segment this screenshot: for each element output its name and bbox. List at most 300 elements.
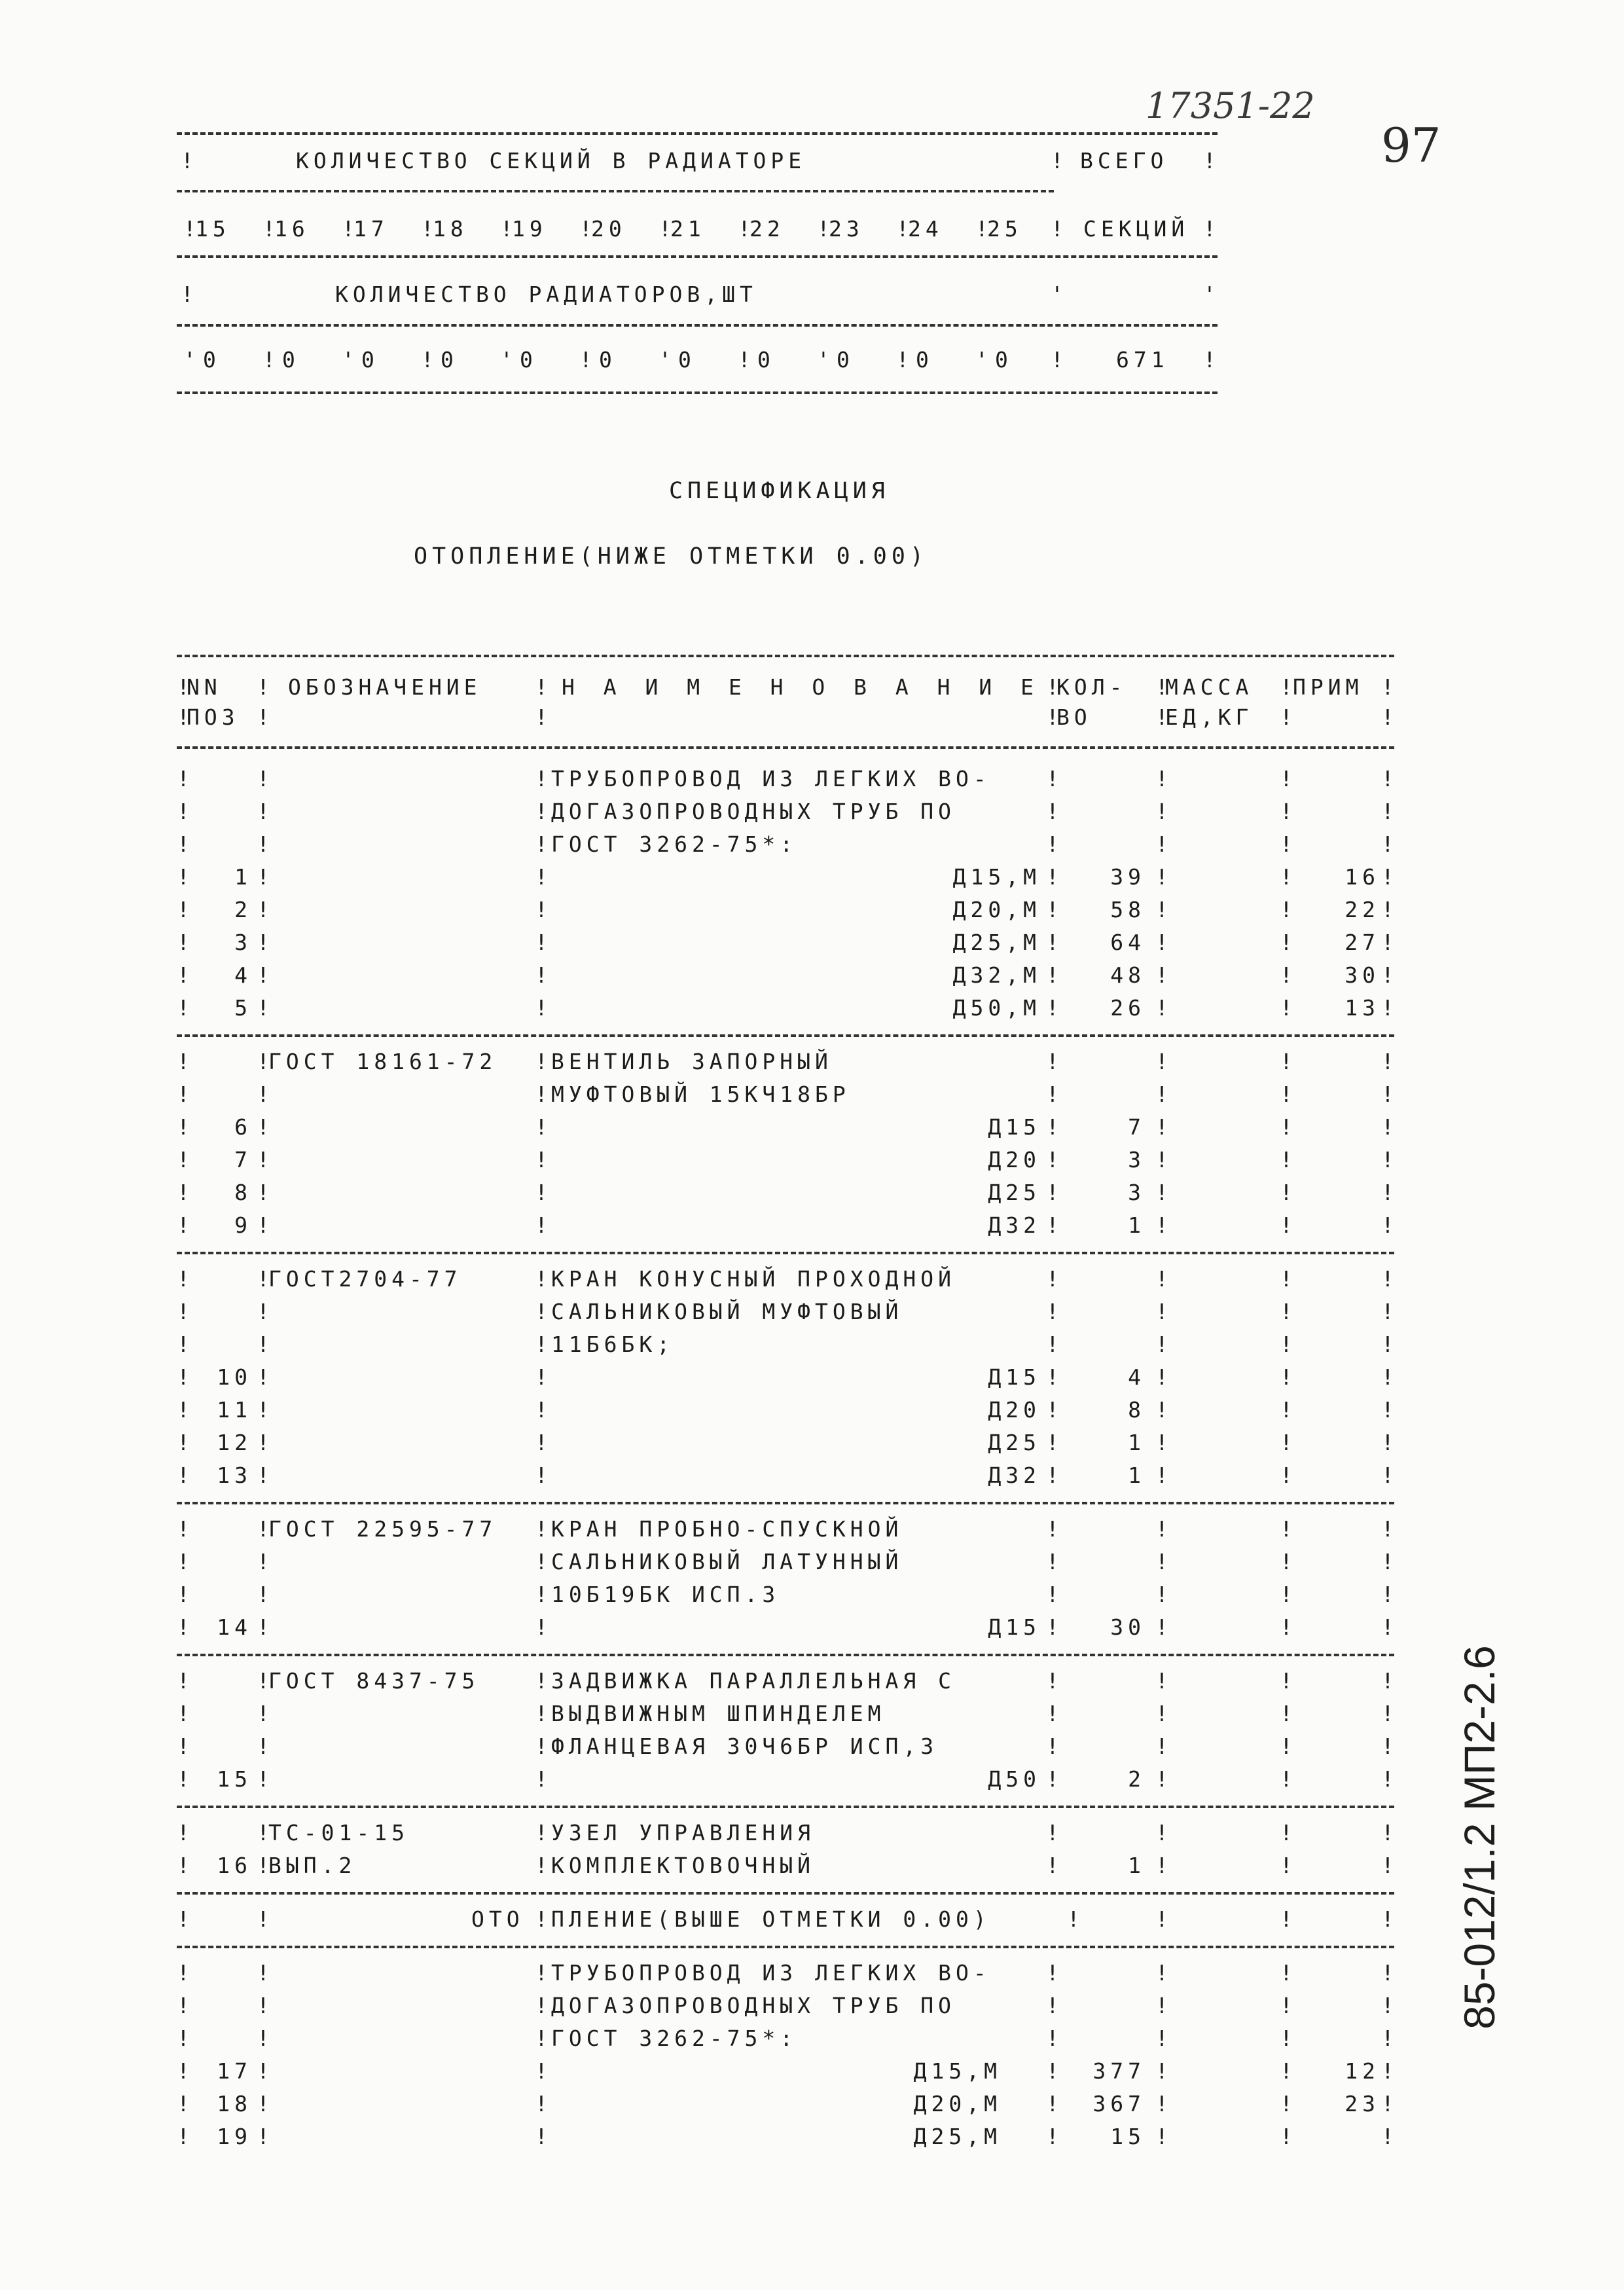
column-separator: ! xyxy=(535,897,548,922)
column-separator: ! xyxy=(535,2026,548,2051)
column-separator: ! xyxy=(1155,1364,1168,1390)
item-name-line: ЗАДВИЖКА ПАРАЛЛЕЛЬНАЯ С xyxy=(551,1668,956,1694)
section-count-label: 15 xyxy=(195,216,230,242)
row-divider xyxy=(177,1654,1394,1656)
column-separator: ! xyxy=(177,1081,190,1107)
column-separator: ! xyxy=(535,1212,548,1238)
column-separator: ! xyxy=(1381,930,1394,955)
column-separator: ! xyxy=(1155,2026,1168,2051)
radiator-count-header: КОЛИЧЕСТВО РАДИАТОРОВ,ШТ xyxy=(335,282,757,307)
column-separator: ! xyxy=(1280,1668,1293,1694)
position-number: 4 xyxy=(234,962,252,988)
column-separator: ' xyxy=(183,347,196,373)
item-designation: ГОСТ 8437-75 xyxy=(268,1668,480,1694)
column-separator: ! xyxy=(257,1701,270,1726)
item-name-line: САЛЬНИКОВЫЙ МУФТОВЫЙ xyxy=(551,1299,903,1324)
col-name-header: Н А И М Е Н О В А Н И Е xyxy=(562,674,1041,700)
column-separator: ! xyxy=(535,2091,548,2117)
radiator-count-value: 0 xyxy=(282,347,300,373)
item-quantity: 8 xyxy=(1128,1397,1146,1423)
column-separator: ! xyxy=(1280,962,1293,988)
column-separator: ! xyxy=(1155,766,1168,791)
column-separator: ! xyxy=(257,1364,270,1390)
column-separator: ! xyxy=(177,1299,190,1324)
column-separator: ! xyxy=(177,1906,190,1932)
column-separator: ! xyxy=(1280,1081,1293,1107)
column-separator: ! xyxy=(1046,2124,1059,2149)
col-qty-header: КОЛ- xyxy=(1056,674,1127,700)
column-separator: ! xyxy=(1155,1049,1168,1074)
item-quantity: 58 xyxy=(1110,897,1146,922)
item-name-line: ДОГАЗОПРОВОДНЫХ ТРУБ ПО xyxy=(551,799,956,824)
item-size: Д15,М xyxy=(952,864,1041,890)
column-separator: ! xyxy=(535,1081,548,1107)
position-number: 10 xyxy=(217,1364,252,1390)
position-number: 16 xyxy=(217,1853,252,1878)
column-separator: ! xyxy=(579,347,592,373)
column-separator: ! xyxy=(1155,962,1168,988)
column-separator: ! xyxy=(177,1397,190,1423)
column-separator: ! xyxy=(1155,864,1168,890)
radiator-count-value: 0 xyxy=(520,347,537,373)
item-name-line: САЛЬНИКОВЫЙ ЛАТУННЫЙ xyxy=(551,1549,903,1574)
column-separator: ! xyxy=(177,864,190,890)
column-separator: ! xyxy=(1381,1180,1394,1205)
position-number: 17 xyxy=(217,2058,252,2084)
item-note: 27 xyxy=(1344,930,1380,955)
column-separator: ! xyxy=(1381,1114,1394,1140)
section-count-label: 25 xyxy=(987,216,1022,242)
column-separator: ! xyxy=(1155,1820,1168,1845)
column-separator: ! xyxy=(421,216,434,242)
col-mass-header: МАССА xyxy=(1165,674,1254,700)
column-separator: ! xyxy=(177,799,190,824)
column-separator: ! xyxy=(1046,1212,1059,1238)
column-separator: ! xyxy=(1381,1147,1394,1172)
column-separator: ! xyxy=(257,1397,270,1423)
column-separator: ! xyxy=(1155,2091,1168,2117)
row-divider xyxy=(177,1946,1394,1948)
column-separator: ! xyxy=(1381,1549,1394,1574)
column-separator: ! xyxy=(177,1430,190,1455)
column-separator: ! xyxy=(177,766,190,791)
item-size: Д32 xyxy=(988,1212,1041,1238)
column-separator: ! xyxy=(535,1364,548,1390)
column-separator: ! xyxy=(1155,1960,1168,1986)
column-separator: ! xyxy=(257,1582,270,1607)
position-number: 12 xyxy=(217,1430,252,1455)
column-separator: ! xyxy=(535,1853,548,1878)
column-separator: ! xyxy=(257,962,270,988)
column-separator: ! xyxy=(177,1516,190,1542)
radiator-count-value: 0 xyxy=(678,347,696,373)
column-separator: ! xyxy=(1280,897,1293,922)
column-separator: ! xyxy=(1381,799,1394,824)
position-number: 2 xyxy=(234,897,252,922)
column-separator: ! xyxy=(1280,1766,1293,1792)
column-separator: ! xyxy=(1046,962,1059,988)
item-name-line: МУФТОВЫЙ 15КЧ18БР xyxy=(551,1081,850,1107)
column-separator: ! xyxy=(177,2124,190,2149)
column-separator: ! xyxy=(1381,1397,1394,1423)
row-divider xyxy=(177,1502,1394,1504)
section-count-label: 18 xyxy=(433,216,468,242)
column-separator: ! xyxy=(1381,1364,1394,1390)
column-separator: ! xyxy=(1280,1820,1293,1845)
item-quantity: 1 xyxy=(1128,1853,1146,1878)
column-separator: ! xyxy=(1155,1614,1168,1640)
column-separator: ! xyxy=(257,1299,270,1324)
column-separator: ! xyxy=(257,897,270,922)
position-number: 13 xyxy=(217,1463,252,1488)
column-separator: ! xyxy=(535,1397,548,1423)
column-separator: ! xyxy=(1046,1516,1059,1542)
position-number: 14 xyxy=(217,1614,252,1640)
column-separator: ! xyxy=(177,1582,190,1607)
column-separator: ' xyxy=(500,347,513,373)
column-separator: ! xyxy=(1155,897,1168,922)
item-name-line: ВЕНТИЛЬ ЗАПОРНЫЙ xyxy=(551,1049,833,1074)
column-separator: ! xyxy=(1155,1430,1168,1455)
column-separator: ! xyxy=(535,1614,548,1640)
column-separator: ! xyxy=(1155,831,1168,857)
column-separator: ! xyxy=(177,1668,190,1694)
column-separator: ! xyxy=(257,766,270,791)
col-qty-header-2: ВО xyxy=(1056,704,1092,730)
position-number: 19 xyxy=(217,2124,252,2149)
item-quantity: 3 xyxy=(1128,1147,1146,1172)
column-separator: ! xyxy=(257,1049,270,1074)
item-note: 13 xyxy=(1344,995,1380,1021)
column-separator: ! xyxy=(1155,930,1168,955)
col-mass-header-2: ЕД,КГ xyxy=(1165,704,1254,730)
item-quantity: 30 xyxy=(1110,1614,1146,1640)
column-separator: ! xyxy=(177,1147,190,1172)
column-separator: ! xyxy=(1280,1332,1293,1357)
section-count-label: 21 xyxy=(670,216,706,242)
column-separator: ! xyxy=(1280,1397,1293,1423)
section-count-label: 17 xyxy=(353,216,389,242)
column-separator: ! xyxy=(1381,1332,1394,1357)
column-separator: ! xyxy=(1155,1299,1168,1324)
item-quantity: 7 xyxy=(1128,1114,1146,1140)
item-size: Д32,М xyxy=(952,962,1041,988)
column-separator: ! xyxy=(257,1081,270,1107)
section-heading-part: ОТО xyxy=(471,1906,524,1932)
column-separator: ! xyxy=(1280,1960,1293,1986)
column-separator: ! xyxy=(535,1430,548,1455)
column-separator: ! xyxy=(177,1701,190,1726)
column-separator: ! xyxy=(1046,1820,1059,1845)
column-separator: ! xyxy=(177,2058,190,2084)
column-separator: ' xyxy=(659,347,672,373)
column-separator: ! xyxy=(1280,1906,1293,1932)
column-separator: ! xyxy=(1280,1582,1293,1607)
column-separator: ! xyxy=(1046,930,1059,955)
column-separator: ! xyxy=(177,1853,190,1878)
column-separator: ! xyxy=(257,799,270,824)
column-separator: ! xyxy=(257,2058,270,2084)
column-separator: ! xyxy=(535,1332,548,1357)
column-separator: ! xyxy=(1381,1463,1394,1488)
column-separator: ! xyxy=(1046,1147,1059,1172)
column-separator: ! xyxy=(1046,1114,1059,1140)
column-separator: ! xyxy=(1155,1993,1168,2018)
item-name-line: ДОГАЗОПРОВОДНЫХ ТРУБ ПО xyxy=(551,1993,956,2018)
column-separator: ! xyxy=(177,995,190,1021)
column-separator: ! xyxy=(535,1463,548,1488)
column-separator: ! xyxy=(1155,1549,1168,1574)
section-count-label: 23 xyxy=(829,216,864,242)
column-separator: ! xyxy=(1280,1549,1293,1574)
column-separator: ! xyxy=(500,216,513,242)
column-separator: ! xyxy=(177,1463,190,1488)
column-separator: ! xyxy=(535,1516,548,1542)
column-separator: ! xyxy=(1046,1397,1059,1423)
column-separator: ! xyxy=(1381,2058,1394,2084)
column-separator: ! xyxy=(177,1212,190,1238)
column-separator: ! xyxy=(535,1701,548,1726)
column-separator: ! xyxy=(1155,799,1168,824)
column-separator: ! xyxy=(535,1266,548,1292)
column-separator: ! xyxy=(1280,1701,1293,1726)
column-separator: ! xyxy=(1280,1853,1293,1878)
item-size: Д20,М xyxy=(913,2091,1001,2117)
item-name-line: КОМПЛЕКТОВОЧНЫЙ xyxy=(551,1853,816,1878)
item-size: Д25,М xyxy=(913,2124,1001,2149)
column-separator: ! xyxy=(1381,1049,1394,1074)
item-quantity: 26 xyxy=(1110,995,1146,1021)
column-separator: ! xyxy=(1046,1463,1059,1488)
row-divider xyxy=(177,1252,1394,1254)
column-separator: ! xyxy=(257,1516,270,1542)
column-separator: ! xyxy=(1381,2124,1394,2149)
item-name-line: 10Б19БК ИСП.3 xyxy=(551,1582,780,1607)
column-separator: ! xyxy=(535,766,548,791)
item-name-line: ВЫДВИЖНЫМ ШПИНДЕЛЕМ xyxy=(551,1701,886,1726)
item-note: 22 xyxy=(1344,897,1380,922)
column-separator: ! xyxy=(1381,962,1394,988)
item-quantity: 2 xyxy=(1128,1766,1146,1792)
column-separator: ! xyxy=(177,1332,190,1357)
column-separator: ' xyxy=(817,347,830,373)
column-separator: ! xyxy=(1046,2058,1059,2084)
item-designation: ГОСТ 18161-72 xyxy=(268,1049,497,1074)
column-separator: ! xyxy=(177,1266,190,1292)
item-quantity: 4 xyxy=(1128,1364,1146,1390)
column-separator: ! xyxy=(1155,1516,1168,1542)
column-separator: ! xyxy=(1381,1734,1394,1759)
column-separator: ! xyxy=(535,930,548,955)
item-quantity: 377 xyxy=(1092,2058,1146,2084)
item-quantity: 1 xyxy=(1128,1212,1146,1238)
column-separator: ! xyxy=(535,1993,548,2018)
section-count-label: 16 xyxy=(274,216,310,242)
column-separator: ! xyxy=(1155,1853,1168,1878)
column-separator: ! xyxy=(1046,1430,1059,1455)
item-name-line: УЗЕЛ УПРАВЛЕНИЯ xyxy=(551,1820,816,1845)
column-separator: ! xyxy=(421,347,434,373)
column-separator: ! xyxy=(1280,930,1293,955)
column-separator: ! xyxy=(177,831,190,857)
column-separator: ! xyxy=(177,1180,190,1205)
column-separator: ! xyxy=(257,1463,270,1488)
position-number: 9 xyxy=(234,1212,252,1238)
column-separator: ! xyxy=(1381,1993,1394,2018)
item-size: Д20 xyxy=(988,1147,1041,1172)
column-separator: ! xyxy=(1046,897,1059,922)
column-separator: ! xyxy=(1046,1549,1059,1574)
column-separator: ! xyxy=(579,216,592,242)
column-separator: ! xyxy=(1280,1114,1293,1140)
section-count-label: 19 xyxy=(512,216,547,242)
item-name-line: ГОСТ 3262-75*: xyxy=(551,831,798,857)
section-count-label: 24 xyxy=(908,216,943,242)
row-divider xyxy=(177,1892,1394,1895)
column-separator: ! xyxy=(535,1820,548,1845)
spec-subtitle: ОТОПЛЕНИЕ(НИЖЕ ОТМЕТКИ 0.00) xyxy=(414,543,929,570)
column-separator: ! xyxy=(1155,1701,1168,1726)
column-separator: ! xyxy=(1280,2124,1293,2149)
row-divider xyxy=(177,1034,1394,1037)
item-quantity: 1 xyxy=(1128,1430,1146,1455)
column-separator: ! xyxy=(1280,1266,1293,1292)
column-separator: ! xyxy=(257,864,270,890)
position-number: 6 xyxy=(234,1114,252,1140)
column-separator: ! xyxy=(1381,1668,1394,1694)
item-size: Д25,М xyxy=(952,930,1041,955)
column-separator: ! xyxy=(1280,995,1293,1021)
column-separator: ! xyxy=(257,1906,270,1932)
column-separator: ! xyxy=(1381,1766,1394,1792)
column-separator: ! xyxy=(1280,1299,1293,1324)
column-separator: ! xyxy=(257,1668,270,1694)
item-quantity: 367 xyxy=(1092,2091,1146,2117)
column-separator: ! xyxy=(1155,1266,1168,1292)
column-separator: ! xyxy=(535,799,548,824)
item-designation: ТС-01-15 xyxy=(268,1820,409,1845)
column-separator: ! xyxy=(177,2091,190,2117)
item-designation: ВЫП.2 xyxy=(268,1853,357,1878)
column-separator: ! xyxy=(177,1766,190,1792)
column-separator: ! xyxy=(1381,1614,1394,1640)
column-separator: ! xyxy=(1280,1430,1293,1455)
column-separator: ! xyxy=(1155,1582,1168,1607)
column-separator: ! xyxy=(1381,1960,1394,1986)
column-separator: ! xyxy=(817,216,830,242)
column-separator: ! xyxy=(1046,1266,1059,1292)
item-quantity: 1 xyxy=(1128,1463,1146,1488)
column-separator: ! xyxy=(257,930,270,955)
column-separator: ! xyxy=(1046,1582,1059,1607)
column-separator: ! xyxy=(177,2026,190,2051)
column-separator: ! xyxy=(535,1766,548,1792)
column-separator: ! xyxy=(1280,2026,1293,2051)
column-separator: ! xyxy=(1280,1212,1293,1238)
item-size: Д15 xyxy=(988,1364,1041,1390)
column-separator: ! xyxy=(1046,1614,1059,1640)
col-pos-header-2: ПОЗ xyxy=(187,704,240,730)
column-separator: ! xyxy=(1280,766,1293,791)
column-separator: ! xyxy=(1280,1516,1293,1542)
position-number: 11 xyxy=(217,1397,252,1423)
item-name-line: КРАН ПРОБНО-СПУСКНОЙ xyxy=(551,1516,903,1542)
column-separator: ! xyxy=(1046,1081,1059,1107)
column-separator: ! xyxy=(257,1332,270,1357)
radiator-count-value: 0 xyxy=(916,347,933,373)
row-divider xyxy=(177,1806,1394,1808)
item-quantity: 64 xyxy=(1110,930,1146,955)
column-separator: ! xyxy=(1280,1049,1293,1074)
column-separator: ! xyxy=(177,1364,190,1390)
column-separator: ! xyxy=(738,216,751,242)
page-number-handwritten: 97 xyxy=(1381,118,1441,173)
side-code-stamp: 85-012/1.2 МП2-2.6 xyxy=(1455,1645,1504,2029)
radiator-count-value: 0 xyxy=(203,347,221,373)
column-separator: ! xyxy=(896,347,909,373)
item-size: Д50 xyxy=(988,1766,1041,1792)
column-separator: ! xyxy=(1381,2091,1394,2117)
column-separator: ! xyxy=(257,1766,270,1792)
column-separator: ! xyxy=(1046,2091,1059,2117)
column-separator: ! xyxy=(535,1582,548,1607)
column-separator: ! xyxy=(1280,1364,1293,1390)
column-separator: ! xyxy=(257,1114,270,1140)
column-separator: ! xyxy=(1155,2058,1168,2084)
position-number: 8 xyxy=(234,1180,252,1205)
item-size: Д15 xyxy=(988,1614,1041,1640)
column-separator: ! xyxy=(1046,1766,1059,1792)
item-quantity: 39 xyxy=(1110,864,1146,890)
column-separator: ! xyxy=(1381,831,1394,857)
radiator-count-value: 0 xyxy=(441,347,458,373)
column-separator: ! xyxy=(1381,2026,1394,2051)
item-size: Д32 xyxy=(988,1463,1041,1488)
total-count: 671 xyxy=(1116,347,1169,373)
column-separator: ! xyxy=(535,1147,548,1172)
column-separator: ! xyxy=(975,216,988,242)
column-separator: ! xyxy=(1381,897,1394,922)
column-separator: ! xyxy=(1381,1582,1394,1607)
column-separator: ! xyxy=(1155,1332,1168,1357)
item-name-line: 11Б6БК; xyxy=(551,1332,675,1357)
column-separator: ! xyxy=(1381,1853,1394,1878)
column-separator: ! xyxy=(177,1549,190,1574)
position-number: 15 xyxy=(217,1766,252,1792)
position-number: 7 xyxy=(234,1147,252,1172)
column-separator: ! xyxy=(535,1906,548,1932)
column-separator: ! xyxy=(1046,1993,1059,2018)
column-separator: ! xyxy=(177,1960,190,1986)
column-separator: ! xyxy=(1046,995,1059,1021)
column-separator: ! xyxy=(257,1820,270,1845)
column-separator: ! xyxy=(257,2124,270,2149)
column-separator: ' xyxy=(342,347,355,373)
column-separator: ! xyxy=(535,831,548,857)
item-note: 12 xyxy=(1344,2058,1380,2084)
column-separator: ! xyxy=(177,1049,190,1074)
column-separator: ! xyxy=(1046,1180,1059,1205)
column-separator: ! xyxy=(1046,1701,1059,1726)
column-separator: ! xyxy=(257,1430,270,1455)
radiator-count-value: 0 xyxy=(757,347,775,373)
column-separator: ! xyxy=(177,1734,190,1759)
column-separator: ! xyxy=(1046,1960,1059,1986)
column-separator: ! xyxy=(1381,1820,1394,1845)
item-designation: ГОСТ2704-77 xyxy=(268,1266,462,1292)
column-separator: ! xyxy=(177,1614,190,1640)
column-separator: ! xyxy=(535,2058,548,2084)
